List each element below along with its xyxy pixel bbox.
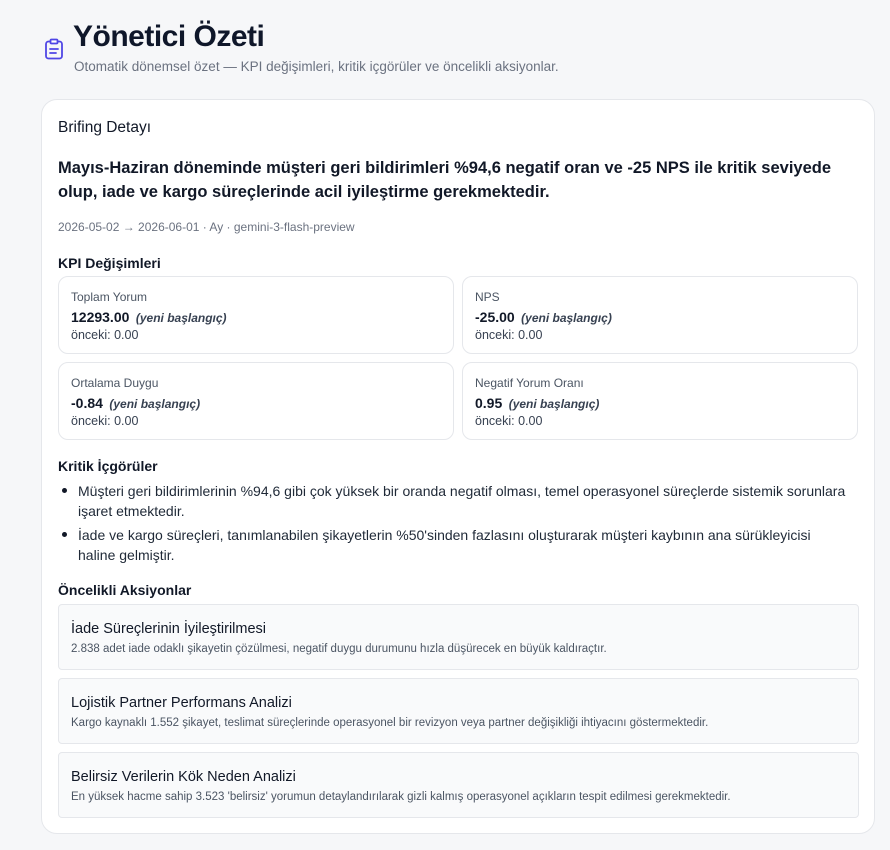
kpi-value: 12293.00 — [71, 309, 130, 325]
clipboard-icon — [44, 38, 64, 60]
kpi-note: (yeni başlangıç) — [521, 311, 612, 325]
insight-item: İade ve kargo süreçleri, tanımlanabilen şikayetlerin %50'sinden fazlasını oluşturarak müşteri kaybının ana sürükleyicisi haline gelmiştir. — [78, 525, 848, 565]
kpi-label: NPS — [475, 290, 500, 304]
kpi-value: -0.84 — [71, 395, 103, 411]
kpi-previous: önceki: 0.00 — [475, 328, 543, 342]
kpi-card-negative-ratio — [462, 362, 858, 440]
kpi-label: Negatif Yorum Oranı — [475, 376, 584, 390]
kpi-card-nps — [462, 276, 858, 354]
kpi-card-avg-sentiment — [58, 362, 454, 440]
actions-list — [58, 604, 859, 826]
kpi-note: (yeni başlangıç) — [508, 397, 600, 411]
kpi-previous: önceki: 0.00 — [475, 414, 543, 428]
action-title: Lojistik Partner Performans Analizi — [71, 695, 292, 711]
kpi-label: Toplam Yorum — [71, 290, 148, 304]
kpi-value: -25.00 — [475, 309, 515, 325]
insight-item: Müşteri geri bildirimlerinin %94,6 gibi çok yüksek bir oranda negatif olması, temel operasyonel süreçlerde sistemik sorunlara işaret etmektedir. — [78, 481, 848, 521]
kpi-card-total-reviews — [58, 276, 454, 354]
action-title: İade Süreçlerinin İyileştirilmesi — [71, 621, 267, 637]
insights-list — [78, 481, 848, 569]
insights-section-title: Kritik İçgörüler — [58, 458, 158, 474]
kpi-note: (yeni başlangıç) — [109, 397, 201, 411]
action-description: Kargo kaynaklı 1.552 şikayet, teslimat süreçlerinde operasyonel bir revizyon veya partner değişikliği ihtiyacını göstermektedir. — [71, 717, 709, 729]
action-item — [58, 678, 859, 744]
kpi-value: 0.95 — [475, 395, 503, 411]
page-title: Yönetici Özeti — [73, 20, 265, 53]
kpi-note: (yeni başlangıç) — [135, 311, 227, 325]
kpi-grid — [58, 276, 859, 440]
kpi-previous: önceki: 0.00 — [71, 328, 139, 342]
kpi-previous: önceki: 0.00 — [71, 414, 139, 428]
action-description: En yüksek hacme sahip 3.523 'belirsiz' yorumun detaylandırılarak gizli kalmış operasyonel açıkların tespit edilmesi gerekmektedir. — [71, 791, 731, 803]
actions-section-title: Öncelikli Aksiyonlar — [58, 582, 192, 598]
briefing-meta: 2026-05-02 → 2026-06-01 · Ay · gemini-3-flash-preview — [58, 220, 355, 234]
kpi-label: Ortalama Duygu — [71, 376, 159, 390]
kpi-section-title: KPI Değişimleri — [58, 255, 161, 271]
action-title: Belirsiz Verilerin Kök Neden Analizi — [71, 769, 296, 785]
briefing-title: Brifing Detayı — [58, 119, 152, 136]
action-item — [58, 752, 859, 818]
page-subtitle: Otomatik dönemsel özet — KPI değişimleri, kritik içgörüler ve öncelikli aksiyonlar. — [74, 59, 559, 74]
briefing-headline: Mayıs-Haziran döneminde müşteri geri bildirimleri %94,6 negatif oran ve -25 NPS ile kritik seviyede olup, iade ve kargo süreçlerinde acil iyileştirme gerekmektedir. — [58, 159, 832, 201]
briefing-card — [41, 99, 875, 834]
action-item — [58, 604, 859, 670]
action-description: 2.838 adet iade odaklı şikayetin çözülmesi, negatif duygu durumunu hızla düşürecek en büyük kaldıraçtır. — [71, 643, 607, 655]
